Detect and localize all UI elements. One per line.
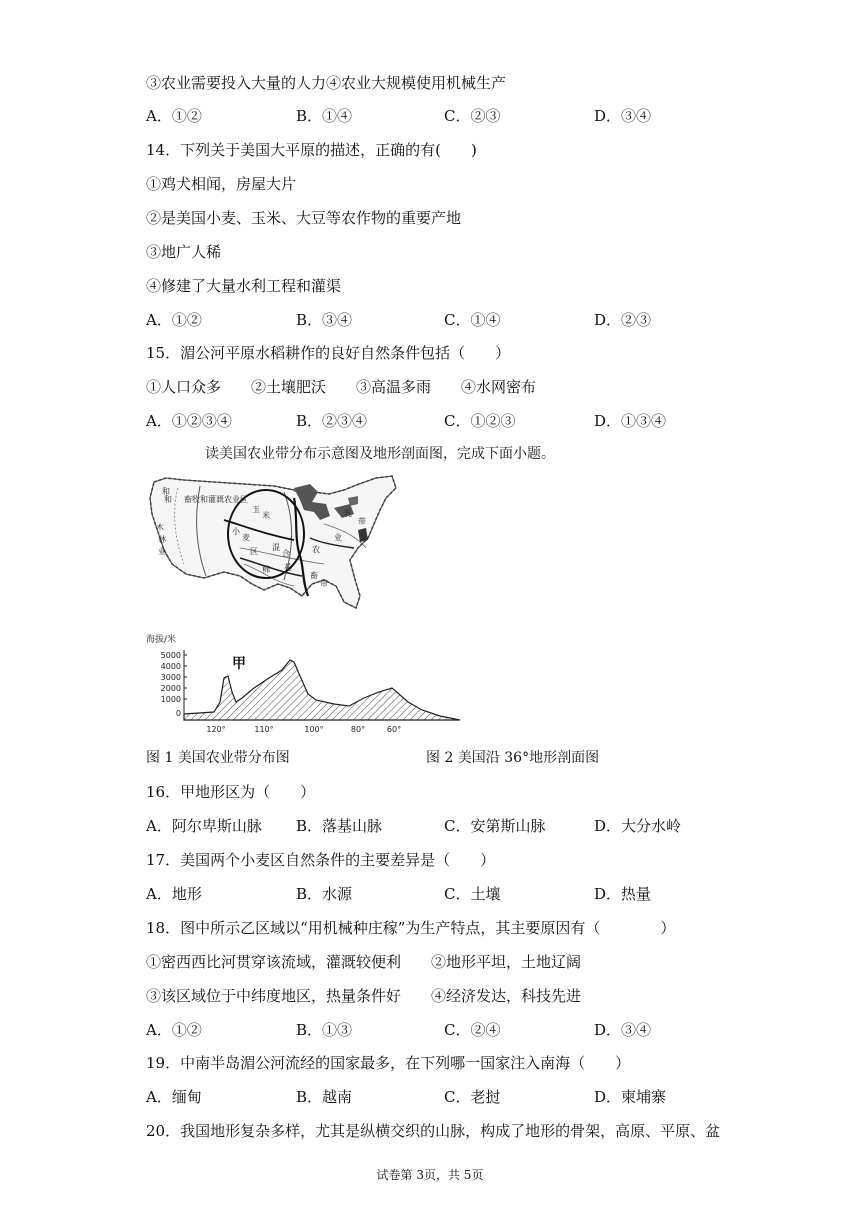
- q17-option-c[interactable]: C．土壤: [444, 885, 501, 903]
- y-tick-1000: 1000: [160, 695, 181, 704]
- q18-items-line-1: ①密西西比河贯穿该流域，灌溉较便利 ②地形平坦，土地辽阔: [146, 953, 582, 971]
- y-tick-3000: 3000: [160, 673, 181, 682]
- us-agriculture-map: [144, 468, 400, 620]
- map-label-dai: 带: [358, 517, 366, 526]
- q18-option-d[interactable]: D．③④: [594, 1021, 652, 1039]
- y-tick-0: 0: [175, 709, 181, 718]
- figure-instruction: 读美国农业带分布示意图及地形剖面图，完成下面小题。: [205, 446, 555, 462]
- q14-option-b[interactable]: B．③④: [296, 311, 353, 329]
- map-label-hua: 花: [284, 563, 292, 572]
- map-label-xiao: 小: [232, 527, 240, 536]
- q14-item-4: ④修建了大量水利工程和灌渠: [146, 277, 342, 295]
- q13-statement-line: ③农业需要投入大量的人力④农业大规模使用机械生产: [146, 74, 507, 92]
- q18-option-c[interactable]: C．②④: [444, 1021, 501, 1039]
- q14-option-c[interactable]: C．①④: [444, 311, 501, 329]
- q13-option-d[interactable]: D．③④: [594, 107, 652, 125]
- q17-option-b[interactable]: B．水源: [296, 885, 353, 903]
- map-label-grazing-1: 畜牧和灌溉农业区: [184, 495, 248, 504]
- map-label-he-1: 和: [162, 487, 170, 496]
- q18-stem: 18．图中所示乙区域以“用机械种庄稼”为生产特点，其主要原因有（ ）: [146, 919, 676, 937]
- map-label-hun: 混: [272, 543, 280, 552]
- y-tick-2000: 2000: [160, 684, 181, 693]
- map-label-qu: 区: [250, 547, 258, 556]
- profile-marker-jia: 甲: [232, 656, 246, 672]
- map-label-he3: 合: [282, 549, 290, 558]
- q19-option-b[interactable]: B．越南: [296, 1088, 353, 1106]
- q16-option-a[interactable]: A．阿尔卑斯山脉: [146, 817, 262, 835]
- q17-option-a[interactable]: A．地形: [146, 885, 202, 903]
- map-label-mi: 米: [262, 511, 270, 520]
- q15-option-b[interactable]: B．②③④: [296, 412, 368, 430]
- q14-stem: 14．下列关于美国大平原的描述，正确的有( ): [146, 141, 477, 159]
- x-tick-60: 60°: [386, 725, 402, 734]
- q18-items-line-2: ③该区域位于中纬度地区，热量条件好 ④经济发达，科技先进: [146, 987, 582, 1005]
- q15-option-a[interactable]: A．①②③④: [146, 412, 232, 430]
- q15-option-d[interactable]: D．①③④: [594, 412, 667, 430]
- q17-option-d[interactable]: D．热量: [594, 885, 652, 903]
- q16-stem: 16．甲地形区为（ ）: [146, 783, 316, 801]
- map-label-yu: 玉: [252, 505, 260, 514]
- map-label-mu: 木: [156, 523, 164, 532]
- profile-y-axis-title: 海拔/米: [146, 635, 177, 645]
- q15-stem: 15．湄公河平原水稻耕作的良好自然条件包括（ ）: [146, 344, 511, 362]
- x-tick-100: 100°: [304, 725, 324, 734]
- map-label-xu: 畜: [310, 571, 318, 580]
- figure-2-caption: 图 2 美国沿 36°地形剖面图: [426, 750, 600, 766]
- map-label-lin: 林: [158, 535, 166, 544]
- map-label-mian: 棉: [262, 565, 270, 574]
- q14-option-d[interactable]: D．②③: [594, 311, 652, 329]
- q16-option-b[interactable]: B．落基山脉: [296, 817, 383, 835]
- q17-stem: 17．美国两个小麦区自然条件的主要差异是（ ）: [146, 851, 496, 869]
- q13-option-a[interactable]: A．①②: [146, 107, 202, 125]
- q19-stem: 19．中南半岛湄公河流经的国家最多，在下列哪一国家注入南海（ ）: [146, 1054, 631, 1072]
- q19-option-c[interactable]: C．老挝: [444, 1088, 501, 1106]
- x-tick-120: 120°: [206, 725, 226, 734]
- map-label-nong: 农: [312, 545, 320, 554]
- q20-stem: 20．我国地形复杂多样，尤其是纵横交织的山脉，构成了地形的骨架，高原、平原、盆: [146, 1122, 721, 1140]
- page-footer: 试卷第 3页，共 5页: [376, 1168, 484, 1182]
- q13-option-b[interactable]: B．①④: [296, 107, 353, 125]
- q19-option-d[interactable]: D．柬埔寨: [594, 1088, 667, 1106]
- map-label-dai2: 带: [320, 579, 328, 588]
- q14-option-a[interactable]: A．①②: [146, 311, 202, 329]
- terrain-profile-chart: [144, 632, 464, 738]
- q18-option-b[interactable]: B．①③: [296, 1021, 353, 1039]
- x-tick-110: 110°: [254, 725, 274, 734]
- q15-option-c[interactable]: C．①②③: [444, 412, 516, 430]
- map-label-ru: 乳: [344, 509, 352, 518]
- y-tick-4000: 4000: [160, 662, 181, 671]
- x-tick-80: 80°: [350, 725, 366, 734]
- map-label-ye: 业: [158, 547, 166, 556]
- q16-option-c[interactable]: C．安第斯山脉: [444, 817, 546, 835]
- q13-option-c[interactable]: C．②③: [444, 107, 501, 125]
- q15-items: ①人口众多 ②土壤肥沃 ③高温多雨 ④水网密布: [146, 378, 537, 396]
- map-label-ye2: 业: [334, 533, 342, 542]
- q16-option-d[interactable]: D．大分水岭: [594, 817, 682, 835]
- map-label-he-2: 和: [164, 495, 172, 504]
- figure-1-caption: 图 1 美国农业带分布图: [146, 750, 290, 766]
- map-label-mai: 麦: [242, 533, 250, 542]
- q14-item-3: ③地广人稀: [146, 243, 222, 261]
- q19-option-a[interactable]: A．缅甸: [146, 1088, 202, 1106]
- q14-item-1: ①鸡犬相闻，房屋大片: [146, 175, 297, 193]
- y-tick-5000: 5000: [160, 651, 181, 660]
- q18-option-a[interactable]: A．①②: [146, 1021, 202, 1039]
- q14-item-2: ②是美国小麦、玉米、大豆等农作物的重要产地: [146, 209, 462, 227]
